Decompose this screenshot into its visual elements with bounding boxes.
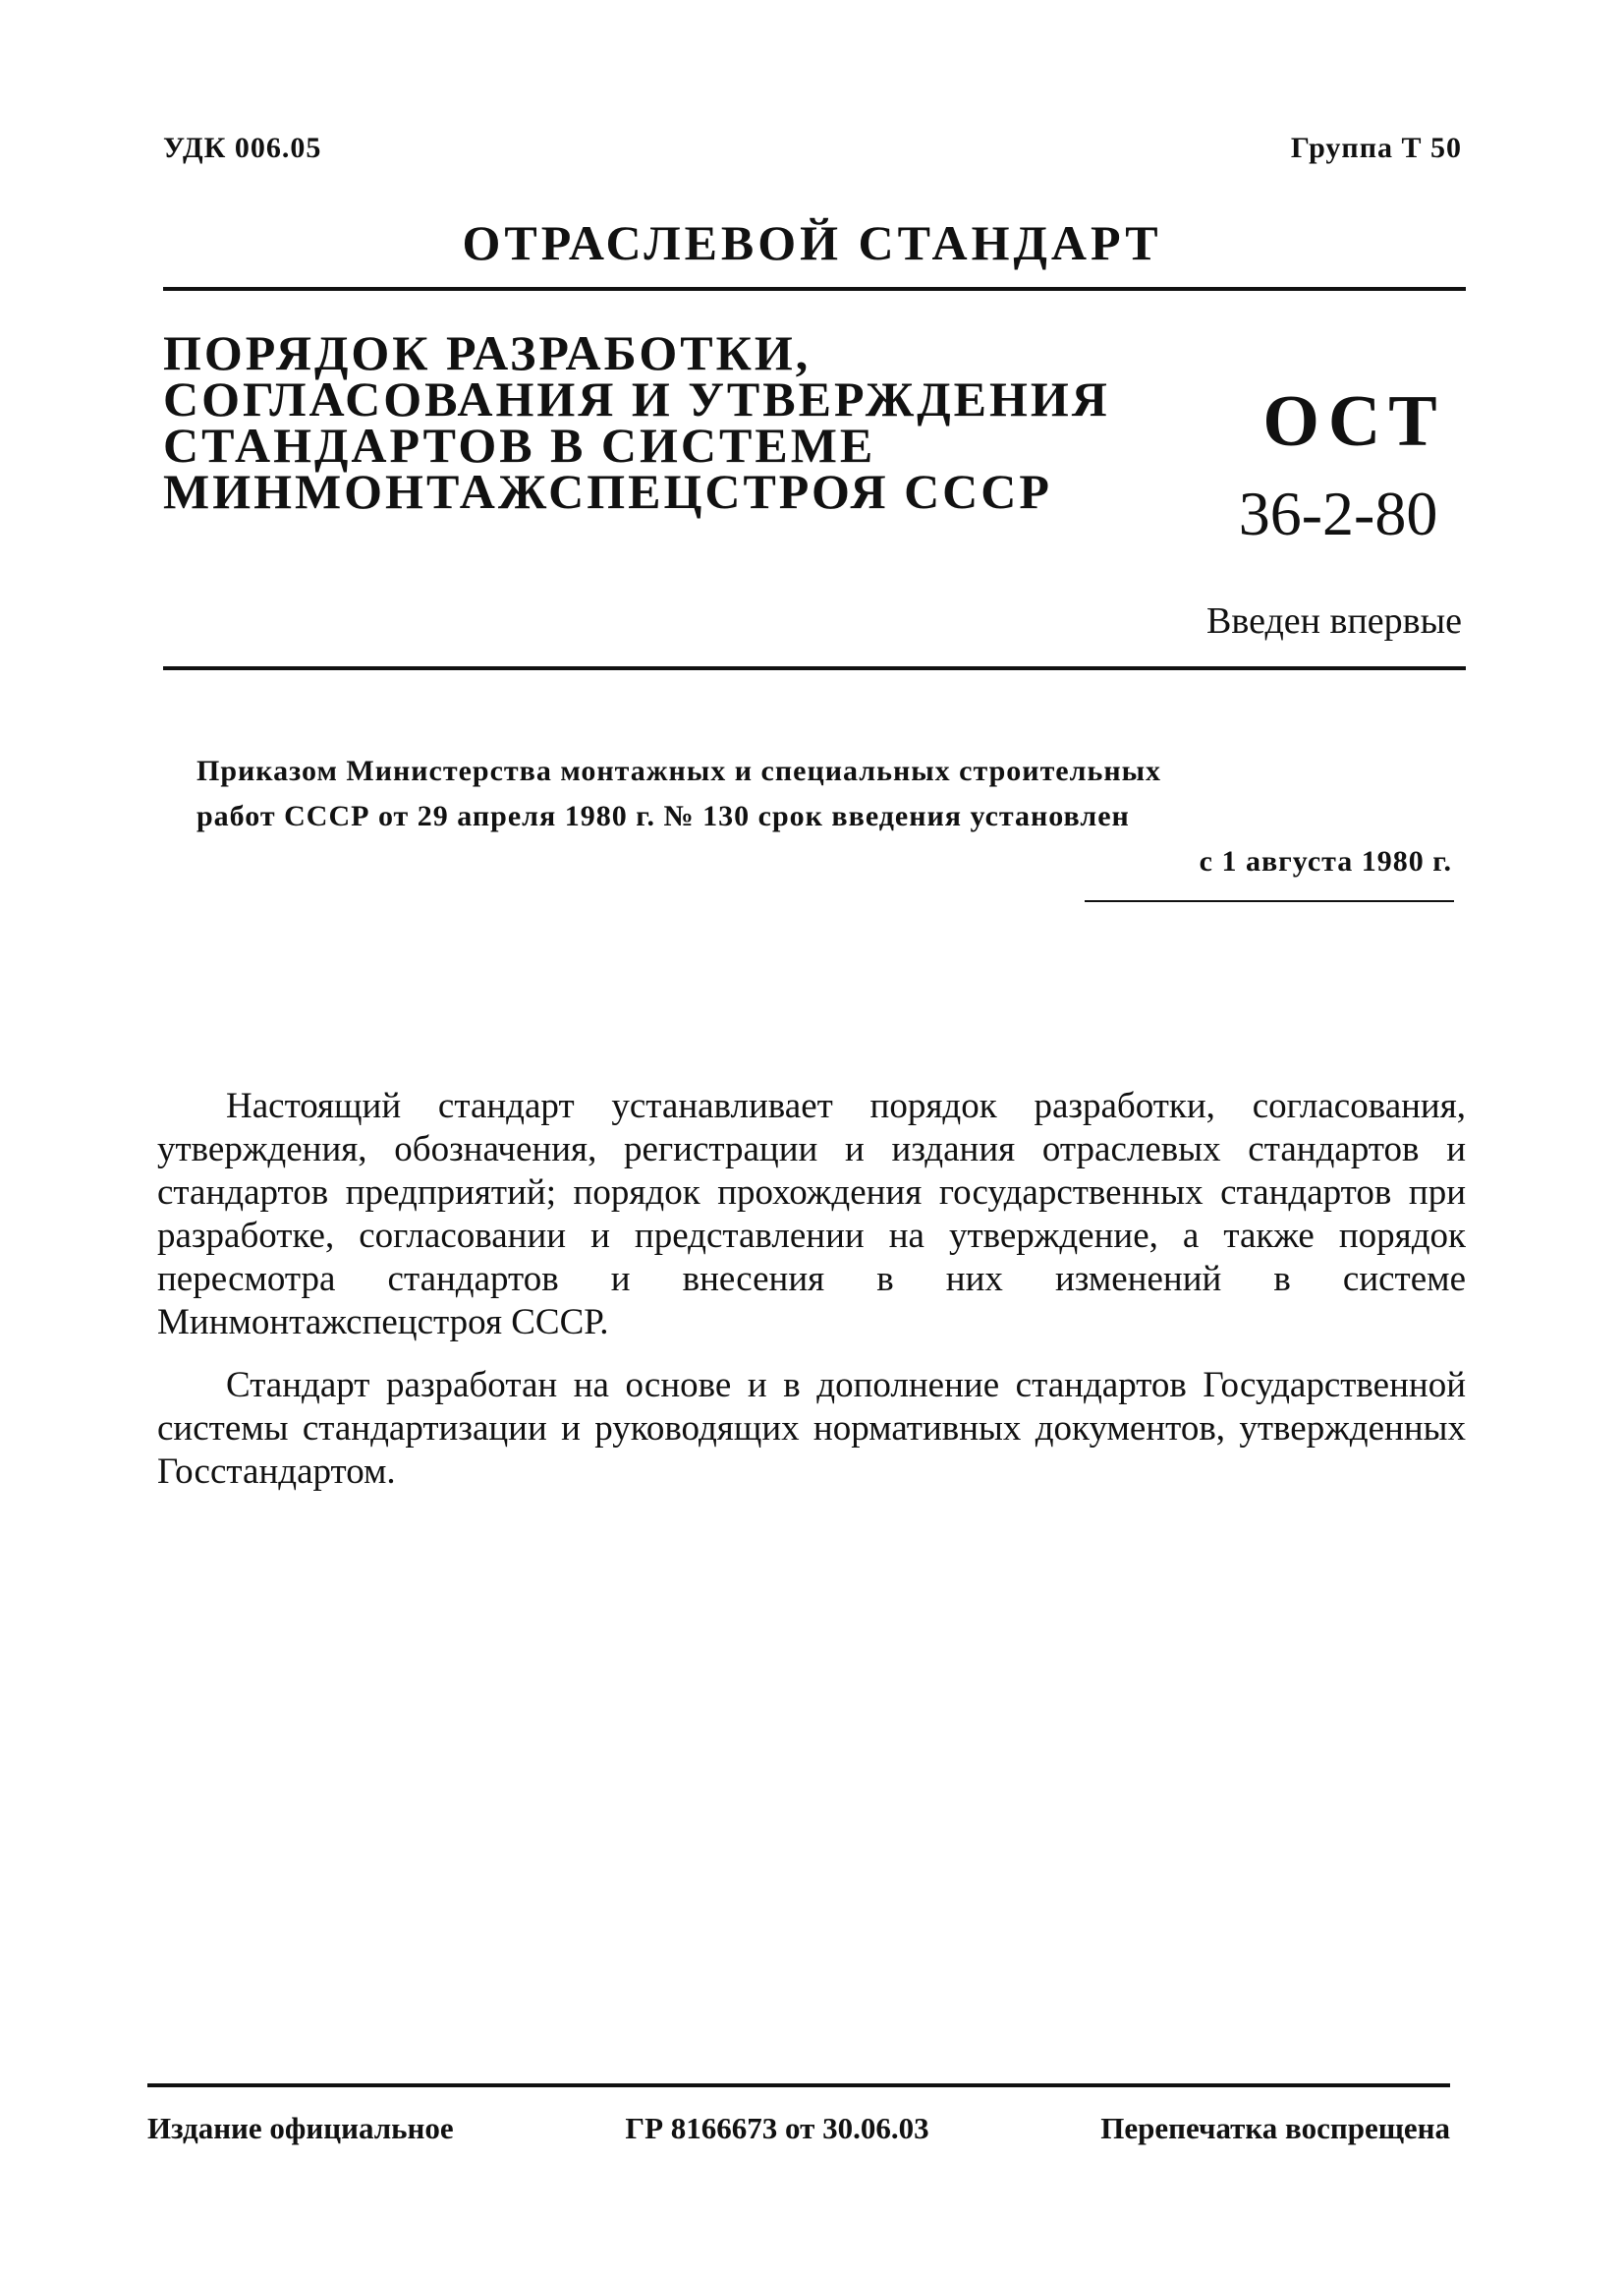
divider-top <box>163 287 1466 291</box>
order-line: Приказом Министерства монтажных и специальных строительных <box>196 755 1162 787</box>
standard-type-heading: ОТРАСЛЕВОЙ СТАНДАРТ <box>462 215 1162 270</box>
standard-code-prefix: ОСТ <box>1262 381 1445 462</box>
title-line: ПОРЯДОК РАЗРАБОТКИ, <box>163 325 812 380</box>
divider-footer <box>147 2083 1450 2087</box>
title-line: СТАНДАРТОВ В СИСТЕМЕ <box>163 418 876 473</box>
footer-edition: Издание официальное <box>147 2111 454 2145</box>
title-line: МИНМОНТАЖСПЕЦСТРОЯ СССР <box>163 464 1052 519</box>
standard-code-number: 36-2-80 <box>1238 479 1438 548</box>
udk-code: УДК 006.05 <box>163 132 322 164</box>
order-underline <box>1085 900 1454 902</box>
introduced-note: Введен впервые <box>1206 600 1462 642</box>
title-line: СОГЛАСОВАНИЯ И УТВЕРЖДЕНИЯ <box>163 371 1110 427</box>
document-title <box>163 325 1110 519</box>
order-line: с 1 августа 1980 г. <box>1199 845 1452 878</box>
divider-middle <box>163 666 1466 670</box>
group-code: Группа Т 50 <box>1290 132 1462 164</box>
approval-order <box>196 749 1456 884</box>
body-paragraph: Настоящий стандарт устанавливает порядок разработки, согласования, утверждения, обозначения, регистрации и издания отраслевых стандартов и стандартов предприятий; порядок прохождения государственных стандартов при разработке, согласовании и представлении на утверждение, а также порядок пересмотра стандартов и внесения в них изменений в системе Минмонтажспецстроя СССР. <box>157 1086 1466 1342</box>
footer-reprint: Перепечатка воспрещена <box>1100 2111 1450 2145</box>
body-paragraph: Стандарт разработан на основе и в дополнение стандартов Государственной системы стандартизации и руководящих нормативных документов, утвержденных Госстандартом. <box>157 1365 1466 1492</box>
order-line: работ СССР от 29 апреля 1980 г. № 130 срок введения установлен <box>196 800 1130 832</box>
body-text <box>157 1085 1466 1513</box>
footer-registration: ГР 8166673 от 30.06.03 <box>625 2111 929 2145</box>
footer <box>147 2111 1450 2146</box>
